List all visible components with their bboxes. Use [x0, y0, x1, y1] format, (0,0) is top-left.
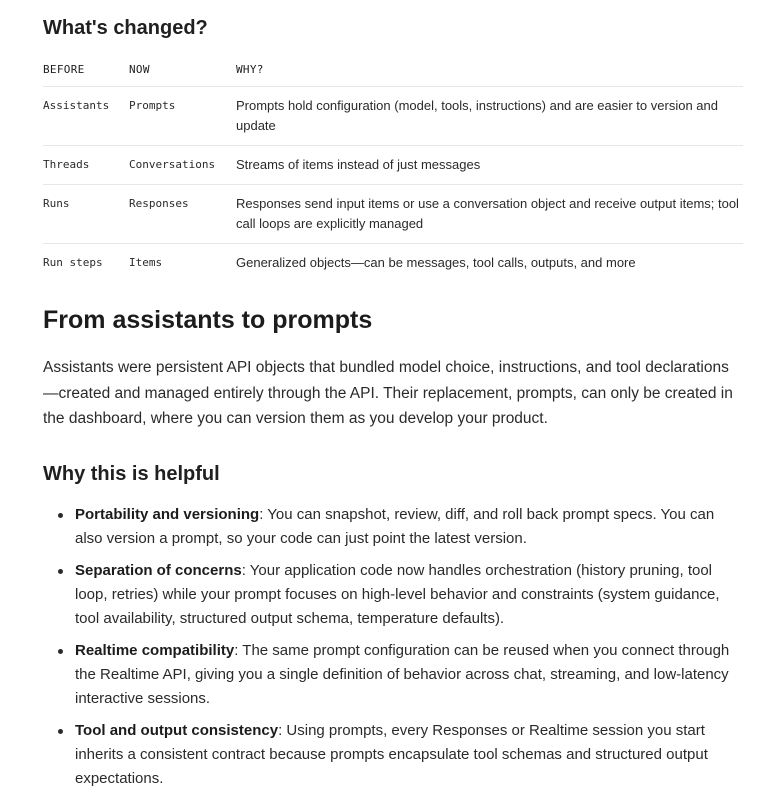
- benefit-text: : You can snapshot, review, diff, and roll back prompt specs. You can also version a prompt, so your code can just point the latest version.: [75, 506, 715, 547]
- column-header-why: WHY?: [236, 53, 743, 87]
- cell-before: Runs: [43, 185, 129, 244]
- benefits-list: [43, 503, 743, 799]
- why-helpful-heading: Why this is helpful: [43, 463, 220, 485]
- whats-changed-heading: What's changed?: [43, 17, 208, 39]
- bullet-icon: [58, 649, 63, 654]
- column-header-before: BEFORE: [43, 53, 129, 87]
- cell-now: Prompts: [129, 87, 236, 146]
- benefit-text: : Your application code now handles orchestration (history pruning, tool loop, retries) while your prompt focuses on high-level behavior and constraints (system guidance, tool availability, structured output schema, temperature defaults).: [75, 562, 720, 627]
- from-assistants-heading: From assistants to prompts: [43, 306, 373, 334]
- changes-table: [43, 53, 743, 282]
- bullet-icon: [58, 569, 63, 574]
- cell-before: Threads: [43, 146, 129, 185]
- intro-paragraph: Assistants were persistent API objects that bundled model choice, instructions, and tool declarations—created and managed entirely through the API. Their replacement, prompts, can only be created in the dashboard, where you can version them as you develop your product.: [43, 359, 733, 427]
- benefit-title: Tool and output consistency: [75, 722, 279, 739]
- benefit-text: : Using prompts, every Responses or Realtime session you start inherits a consistent contract because prompts encapsulate tool schemas and structured output expectations.: [75, 722, 708, 787]
- cell-now: Items: [129, 256, 163, 269]
- cell-before: Run steps: [43, 256, 103, 269]
- bullet-icon: [58, 729, 63, 734]
- bullet-icon: [58, 513, 63, 518]
- table-header-row: [43, 53, 743, 87]
- cell-now: Responses: [129, 185, 236, 244]
- list-item: [43, 719, 743, 791]
- list-item: [43, 559, 743, 631]
- list-item: [43, 639, 743, 711]
- cell-why: Responses send input items or use a conversation object and receive output items; tool call loops are explicitly managed: [236, 185, 743, 244]
- cell-before: Assistants: [43, 87, 129, 146]
- cell-why: Streams of items instead of just messages: [236, 146, 743, 185]
- list-item: [43, 503, 743, 551]
- benefit-title: Separation of concerns: [75, 562, 242, 579]
- benefit-text: : The same prompt configuration can be reused when you connect through the Realtime API, giving you a single definition of behavior across chat, streaming, and low-latency interactive sessions.: [75, 642, 730, 707]
- table-row: [43, 244, 743, 283]
- benefit-title: Portability and versioning: [75, 506, 260, 523]
- cell-why: Prompts hold configuration (model, tools, instructions) and are easier to version and update: [236, 87, 743, 146]
- cell-now: Conversations: [129, 146, 236, 185]
- cell-why: Generalized objects—can be messages, tool calls, outputs, and more: [236, 255, 636, 270]
- column-header-now: NOW: [129, 53, 236, 87]
- benefit-title: Realtime compatibility: [75, 642, 235, 659]
- table-row: [43, 146, 743, 185]
- table-row: [43, 185, 743, 244]
- table-row: [43, 87, 743, 146]
